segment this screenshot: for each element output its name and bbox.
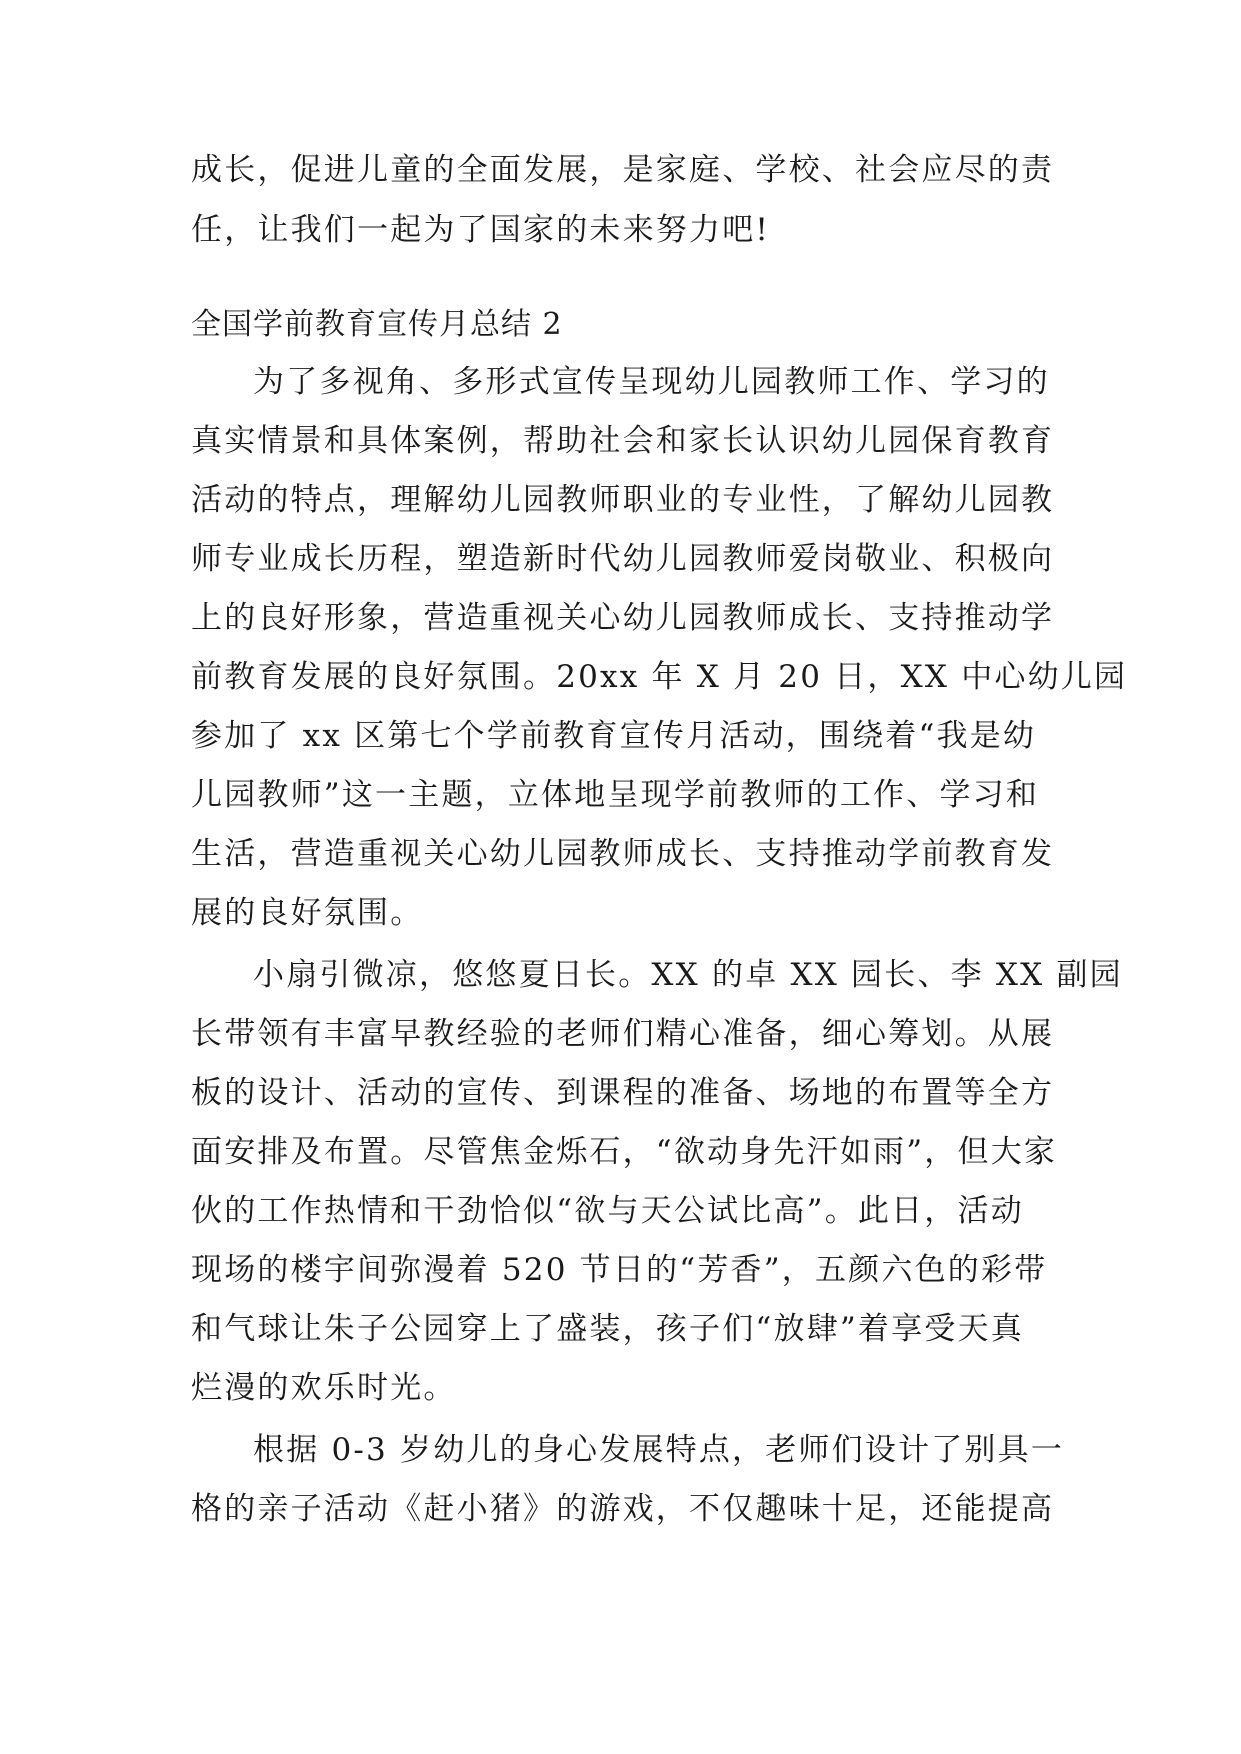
paragraph-line: 烂漫的欢乐时光。 — [191, 1370, 457, 1406]
paragraph-line: 参加了 xx 区第七个学前教育宣传月活动，围绕着“我是幼 — [191, 718, 1037, 754]
paragraph-line: 生活，营造重视关心幼儿园教师成长、支持推动学前教育发 — [191, 836, 1055, 872]
paragraph-line: 和气球让朱子公园穿上了盛装，孩子们“放肆”着享受天真 — [191, 1311, 1024, 1347]
paragraph-line: 为了多视角、多形式宣传呈现幼儿园教师工作、学习的 — [253, 364, 1050, 400]
paragraph-line: 师专业成长历程，塑造新时代幼儿园教师爱岗敬业、积极向 — [191, 541, 1055, 577]
paragraph-line: 展的良好氛围。 — [191, 895, 424, 931]
paragraph-line: 上的良好形象，营造重视关心幼儿园教师成长、支持推动学 — [191, 600, 1055, 636]
paragraph-line: 前教育发展的良好氛围。20xx 年 X 月 20 日，XX 中心幼儿园 — [191, 659, 1128, 695]
paragraph-line: 板的设计、活动的宣传、到课程的准备、场地的布置等全方 — [191, 1075, 1055, 1111]
paragraph-line: 格的亲子活动《赶小猪》的游戏，不仅趣味十足，还能提高 — [191, 1491, 1055, 1527]
paragraph-line: 现场的楼宇间弥漫着 520 节日的“芳香”，五颜六色的彩带 — [191, 1252, 1048, 1288]
intro-line: 成长，促进儿童的全面发展，是家庭、学校、社会应尽的责 — [191, 152, 1055, 188]
paragraph-line: 面安排及布置。尽管焦金烁石，“欲动身先汗如雨”，但大家 — [191, 1134, 1058, 1170]
paragraph-line: 长带领有丰富早教经验的老师们精心准备，细心筹划。从展 — [191, 1016, 1055, 1052]
paragraph-line: 伙的工作热情和干劲恰似“欲与天公试比高”。此日，活动 — [191, 1193, 1024, 1229]
paragraph-line: 小扇引微凉，悠悠夏日长。XX 的卓 XX 园长、李 XX 副园 — [253, 957, 1123, 993]
paragraph-line: 儿园教师”这一主题，立体地呈现学前教师的工作、学习和 — [191, 777, 1040, 813]
paragraph-line: 根据 0-3 岁幼儿的身心发展特点，老师们设计了别具一 — [253, 1432, 1065, 1468]
intro-line: 任，让我们一起为了国家的未来努力吧! — [191, 212, 771, 248]
section-heading: 全国学前教育宣传月总结 2 — [191, 307, 563, 342]
paragraph-line: 活动的特点，理解幼儿园教师职业的专业性，了解幼儿园教 — [191, 482, 1055, 518]
paragraph-line: 真实情景和具体案例，帮助社会和家长认识幼儿园保育教育 — [191, 423, 1055, 459]
